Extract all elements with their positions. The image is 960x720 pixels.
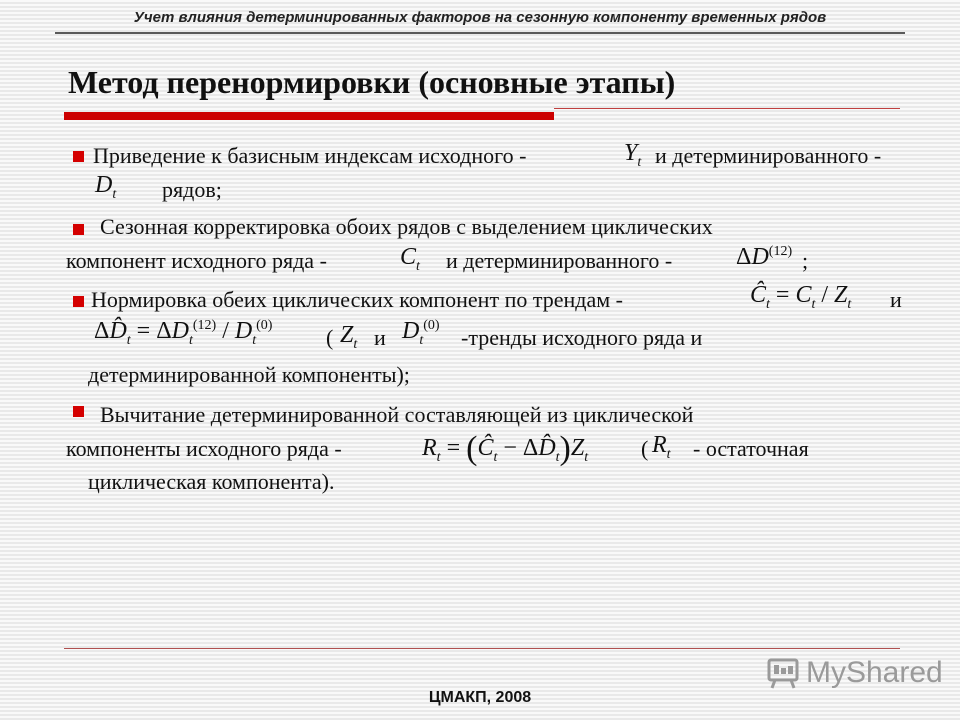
bullet-3-text-f: детерминированной компоненты); [88,362,410,387]
bullet-4-text-e: циклическая компонента). [88,469,335,494]
bullet-marker-1 [73,151,84,162]
bullet-4-text-d: - остаточная [693,436,809,461]
header-divider [55,32,905,34]
formula-delta-D-hat: $\Delta D̂_t = \Delta D_t^{(12)} / D_t^{(0)}$ [94,318,273,348]
bullet-1-text-c: рядов; [162,177,222,202]
formula-Ct: $C_t$ [400,244,420,274]
formula-Zt: $Z_t$ [340,322,358,352]
bullet-4-text-a: Вычитание детерминированной составляющей из циклической [100,402,694,427]
formula-Yt: $Y_t$ [624,140,642,170]
bullet-marker-4 [73,406,84,417]
bullet-2-text-d: ; [802,248,809,273]
formula-Rt: $R_t$ = ($Ĉ_t$ − $\Delta D̂_t)Z_t$ [422,430,589,467]
title-underline-thin [554,108,900,109]
slide-title: Метод перенормировки (основные этапы) [68,64,676,100]
formula-Dt0: $D_t^{(0)}$ [402,318,440,348]
formula-Ct-hat: $Ĉ_t = C_t / Z_t$ [750,282,852,312]
bullet-1-text-b: и детерминированного - [655,143,882,168]
bullet-2-text-c: и детерминированного - [446,248,673,273]
bullet-2-text-b: компонент исходного ряда - [66,248,327,273]
formula-delta-D12: ΔD$^{(12)}$ [736,244,793,270]
presentation-board-icon [766,656,800,690]
footer-text: ЦМАКП, 2008 [428,689,532,706]
formula-Dt: $D_t$ [95,172,117,202]
presentation-header: Учет влияния детерминированных факторов на сезонную компоненту временных рядов [133,9,827,26]
bullet-marker-3 [73,296,84,307]
bullet-3-text-b: и [890,287,902,312]
watermark-text: MyShared [806,656,943,689]
footer-divider [64,648,900,649]
bullet-3-text-e: -тренды исходного ряда и [461,325,703,350]
bullet-1-text-a: Приведение к базисным индексам исходного - [93,143,527,168]
title-underline-accent [64,112,554,120]
bullet-3-text-d: и [374,325,386,350]
watermark [766,656,943,690]
bullet-2-text-a: Сезонная корректировка обоих рядов с выделением циклических [100,214,713,239]
bullet-3-text-c: ( [326,325,334,350]
formula-Rt-short: $R_t$ [652,432,671,462]
bullet-4-text-c: ( [641,436,649,461]
bullet-marker-2 [73,224,84,235]
bullet-3-text-a: Нормировка обеих циклических компонент по трендам - [91,287,623,312]
bullet-4-text-b: компоненты исходного ряда - [66,436,342,461]
